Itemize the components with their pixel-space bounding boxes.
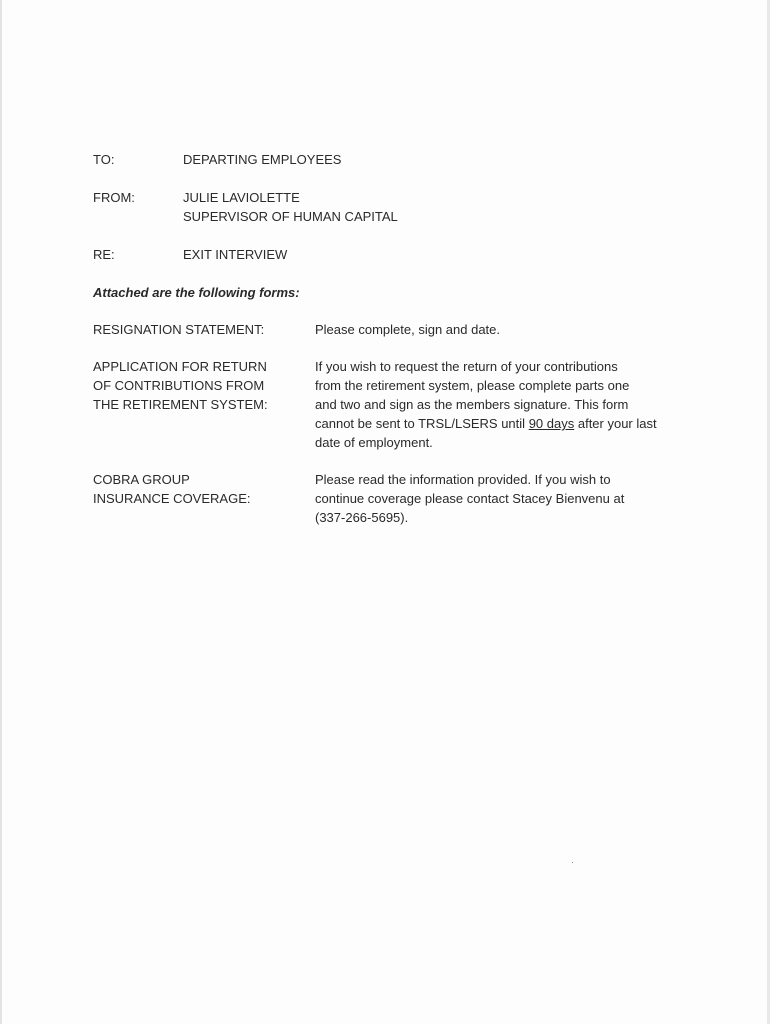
form-desc-line: date of employment. xyxy=(315,435,433,450)
form-label-line: INSURANCE COVERAGE: xyxy=(93,491,251,506)
re-label: RE: xyxy=(93,247,115,262)
to-label: TO: xyxy=(93,152,115,167)
from-label: FROM: xyxy=(93,190,135,205)
memo-body xyxy=(93,150,713,545)
re-value: EXIT INTERVIEW xyxy=(183,247,288,262)
form-description xyxy=(315,470,713,527)
desc-text: cannot be sent to TRSL/LSERS until xyxy=(315,416,526,431)
form-description xyxy=(315,320,713,339)
form-desc-line: and two and sign as the members signature. This form xyxy=(315,397,629,412)
scan-speck xyxy=(572,862,573,863)
form-desc-line: Please complete, sign and date. xyxy=(315,322,501,337)
from-name: JULIE LAVIOLETTE xyxy=(183,190,300,205)
form-row-resignation xyxy=(93,320,713,339)
form-desc-line xyxy=(315,414,713,433)
form-row-retirement xyxy=(93,357,713,452)
memo-from-row xyxy=(93,188,713,226)
from-title: SUPERVISOR OF HUMAN CAPITAL xyxy=(183,209,398,224)
form-desc-line: continue coverage please contact Stacey Bienvenu at xyxy=(315,491,625,506)
form-label-line: APPLICATION FOR RETURN xyxy=(93,359,267,374)
form-description xyxy=(315,357,713,452)
form-label-line: OF CONTRIBUTIONS FROM xyxy=(93,378,265,393)
scan-edge-left xyxy=(0,0,2,1024)
form-desc-line: from the retirement system, please complete parts one xyxy=(315,378,630,393)
form-label-line: RESIGNATION STATEMENT: xyxy=(93,322,265,337)
form-desc-line: Please read the information provided. If you wish to xyxy=(315,472,611,487)
attached-heading: Attached are the following forms: xyxy=(93,285,300,300)
form-desc-line: If you wish to request the return of your contributions xyxy=(315,359,618,374)
memo-re-row xyxy=(93,245,713,264)
form-row-cobra xyxy=(93,470,713,527)
desc-text: after your last xyxy=(574,416,657,431)
to-value: DEPARTING EMPLOYEES xyxy=(183,152,342,167)
form-label-line: COBRA GROUP xyxy=(93,472,190,487)
from-value xyxy=(183,188,713,226)
underlined-deadline: 90 days xyxy=(528,416,575,431)
form-label xyxy=(93,470,315,527)
form-label xyxy=(93,320,315,339)
memo-to-row xyxy=(93,150,713,169)
form-desc-line: (337-266-5695). xyxy=(315,510,409,525)
form-label-line: THE RETIREMENT SYSTEM: xyxy=(93,397,268,412)
form-label xyxy=(93,357,315,452)
